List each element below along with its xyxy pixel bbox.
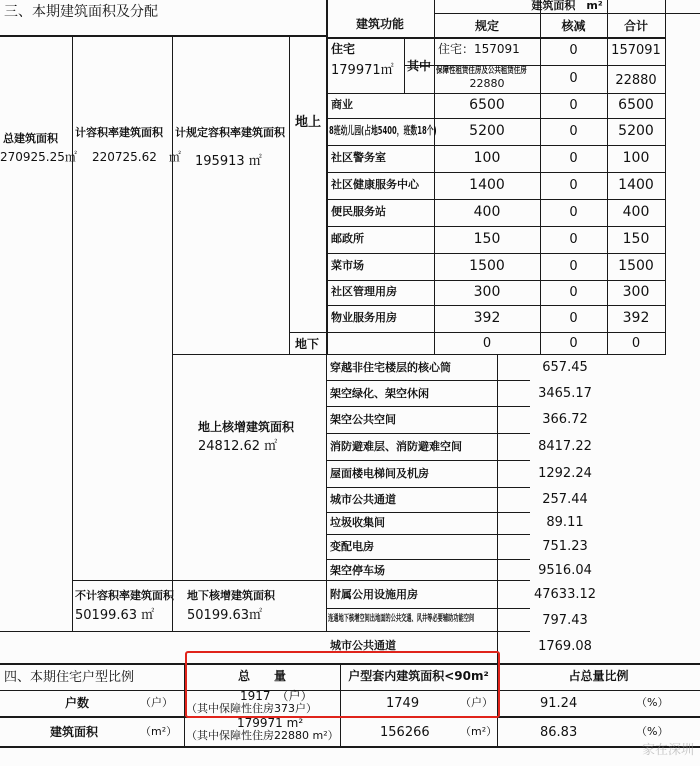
- function-row-planned: 400: [473, 204, 501, 220]
- residential-label: 住宅: [331, 42, 356, 56]
- function-row-total: 400: [622, 204, 650, 220]
- function-row-planned: 1500: [469, 258, 505, 274]
- increase-row-name: 消防避难层、消防避难空间: [330, 440, 462, 453]
- function-row-total: 1500: [618, 258, 654, 274]
- below-row-value: 797.43: [542, 613, 588, 628]
- below-row-value: 1769.08: [538, 639, 592, 654]
- function-row-reduction: 0: [569, 124, 578, 139]
- function-row-total: 6500: [618, 97, 654, 113]
- rule: [326, 93, 666, 94]
- increase-row-value: 9516.04: [538, 563, 592, 578]
- floor-area-total-sub: （其中保障性住房22880 m²）: [186, 729, 339, 742]
- section4-title: 四、本期住宅户型比例: [4, 670, 135, 685]
- function-row-name: 住宅：157091: [438, 42, 520, 56]
- rule: [326, 608, 530, 609]
- function-row-name: 邮政所: [331, 232, 364, 245]
- households-unit: （户）: [140, 696, 173, 709]
- below-row-name: 连通地下核增空间出地面的公共交通、风井等必要辅助功能空间: [328, 614, 475, 624]
- rule: [72, 580, 530, 581]
- function-row-name: 菜市场: [331, 259, 364, 272]
- households-total-sub: （其中保障性住房373户）: [186, 702, 317, 715]
- rule: [434, 0, 435, 354]
- header-planned: 规定: [474, 19, 499, 33]
- function-row-planned: 5200: [469, 123, 505, 139]
- rule: [72, 35, 73, 631]
- increase-row-value: 657.45: [542, 360, 588, 375]
- rule: [326, 534, 530, 535]
- residential-of-which: 其中: [407, 59, 432, 73]
- header-function: 建筑功能: [355, 17, 404, 31]
- highlight-box: [185, 651, 500, 718]
- increase-row-name: 变配电房: [330, 540, 374, 553]
- increase-row-name: 城市公共通道: [330, 493, 396, 506]
- rule: [326, 226, 666, 227]
- function-row-total: 1400: [618, 177, 654, 193]
- increase-row-value: 751.23: [542, 539, 588, 554]
- households-total: 1917 （户）: [240, 689, 313, 703]
- above-increase-value: 24812.62 ㎡: [198, 439, 278, 454]
- planned-far-value: 195913 ㎡: [195, 154, 262, 169]
- underground-total: 0: [631, 336, 641, 351]
- households-small-unit: （户）: [460, 696, 493, 709]
- function-row-name: 社区警务室: [331, 151, 386, 164]
- increase-row-name: 架空绿化、架空休闲: [330, 387, 429, 400]
- function-row-reduction: 0: [569, 71, 578, 86]
- function-row-name: 社区管理用房: [331, 285, 397, 298]
- function-row-planned: 100: [473, 150, 501, 166]
- function-row-reduction: 0: [569, 259, 578, 274]
- below-row-value: 47633.12: [533, 587, 597, 602]
- below-increase-value: 50199.63㎡: [187, 608, 263, 623]
- increase-row-name: 穿越非住宅楼层的核心筒: [330, 361, 451, 374]
- watermark: 家在深圳: [641, 743, 694, 758]
- far-area-label: 计容积率建筑面积: [75, 126, 163, 139]
- increase-row-name: 垃圾收集间: [330, 516, 385, 529]
- rule: [326, 199, 666, 200]
- floor-area-ratio: 86.83: [540, 725, 578, 740]
- rule: [0, 631, 530, 632]
- rule: [326, 433, 530, 434]
- rule: [326, 460, 530, 461]
- function-row-name: 便民服务站: [331, 205, 386, 218]
- planned-far-label: 计规定容积率建筑面积: [175, 126, 285, 139]
- far-area-value: 220725.62 ㎡: [92, 150, 181, 164]
- underground-reduction: 0: [569, 336, 578, 351]
- floor-area-total: 179971 m²: [237, 716, 304, 730]
- households-label: 户数: [65, 696, 90, 710]
- below-ground-label: 地下: [295, 337, 320, 351]
- rule: [326, 145, 666, 146]
- rule: [326, 512, 530, 513]
- floor-area-small: 156266: [380, 725, 430, 740]
- rule: [665, 0, 666, 354]
- increase-row-value: 257.44: [542, 492, 588, 507]
- non-far-label: 不计容积率建筑面积: [75, 589, 174, 602]
- header-reduction: 核减: [561, 19, 586, 33]
- below-row-name: 城市公共通道: [330, 639, 396, 652]
- function-row-total: 300: [622, 284, 650, 300]
- header-area: 建筑面积 m²: [531, 0, 603, 12]
- increase-row-value: 366.72: [542, 412, 588, 427]
- rule: [289, 35, 290, 355]
- increase-row-value: 1292.24: [538, 466, 592, 481]
- rule: [172, 354, 666, 355]
- rule: [326, 118, 666, 119]
- increase-row-value: 3465.17: [538, 386, 592, 401]
- total-area-value: 270925.25㎡: [0, 150, 77, 164]
- function-row-planned: 150: [473, 231, 501, 247]
- rule: [326, 0, 328, 354]
- increase-row-value: 8417.22: [538, 439, 592, 454]
- rule: [326, 172, 666, 173]
- function-row-reduction: 0: [569, 178, 578, 193]
- rule: [326, 406, 530, 407]
- rule: [434, 13, 700, 14]
- households-small: 1749: [386, 696, 420, 711]
- function-row-reduction: 0: [569, 205, 578, 220]
- function-row-total: 22880: [615, 73, 657, 88]
- floor-area-unit: （m²）: [140, 725, 178, 738]
- rule: [326, 354, 327, 631]
- function-row-reduction: 0: [569, 98, 578, 113]
- section4-header-total: 总 量: [237, 669, 286, 683]
- rule: [326, 380, 530, 381]
- section4-header-ratio: 占总量比例: [568, 669, 629, 683]
- function-row-total: 157091: [611, 43, 661, 58]
- floor-area-label: 建筑面积: [50, 725, 99, 739]
- function-row-name: 商业: [331, 98, 353, 111]
- function-row-name: 8班幼儿园(占地5400，班数18个): [329, 124, 437, 137]
- function-row-name: 物业服务用房: [331, 311, 397, 324]
- function-row-reduction: 0: [569, 311, 578, 326]
- function-row-total: 100: [622, 150, 650, 166]
- section4-header-small: 户型套内建筑面积<90m²: [348, 669, 489, 683]
- increase-row-name: 架空停车场: [330, 564, 385, 577]
- rule: [0, 746, 700, 748]
- rule: [326, 280, 666, 281]
- households-ratio: 91.24: [540, 696, 578, 711]
- increase-row-name: 架空公共空间: [330, 413, 396, 426]
- header-total: 合计: [623, 19, 648, 33]
- function-row-reduction: 0: [569, 151, 578, 166]
- below-row-name: 附属公用设施用房: [330, 588, 418, 601]
- floor-area-small-unit: （m²）: [460, 725, 498, 738]
- rule: [289, 332, 666, 333]
- function-row-reduction: 0: [569, 232, 578, 247]
- rule: [0, 35, 327, 37]
- rule: [326, 559, 530, 560]
- non-far-value: 50199.63 ㎡: [75, 608, 155, 623]
- function-row-name: 保障性租赁住房及公共租赁住房: [436, 66, 527, 76]
- function-row-total: 150: [622, 231, 650, 247]
- function-row-planned: 22880: [469, 77, 505, 90]
- rule: [326, 305, 666, 306]
- rule: [172, 35, 173, 631]
- function-row-planned: 1400: [469, 177, 505, 193]
- households-ratio-unit: （%）: [636, 696, 669, 709]
- function-row-planned: 392: [473, 310, 501, 326]
- increase-row-value: 89.11: [546, 515, 584, 530]
- residential-value: 179971㎡: [331, 63, 394, 78]
- above-increase-label: 地上核增建筑面积: [198, 420, 295, 434]
- rule: [326, 487, 530, 488]
- rule: [326, 37, 666, 39]
- function-row-reduction: 0: [569, 43, 578, 58]
- function-row-reduction: 0: [569, 285, 578, 300]
- function-row-total: 392: [622, 310, 650, 326]
- below-increase-label: 地下核增建筑面积: [187, 589, 275, 602]
- function-row-planned: 300: [473, 284, 501, 300]
- above-ground-label: 地上: [295, 115, 322, 130]
- total-area-label: 总建筑面积: [3, 132, 58, 145]
- function-row-planned: 6500: [469, 97, 505, 113]
- section3-title: 三、本期建筑面积及分配: [4, 4, 158, 20]
- rule: [326, 253, 666, 254]
- increase-row-name: 屋面楼电梯间及机房: [330, 467, 429, 480]
- function-row-total: 5200: [618, 123, 654, 139]
- floor-area-ratio-unit: （%）: [636, 725, 669, 738]
- function-row-name: 社区健康服务中心: [331, 178, 419, 191]
- underground-planned: 0: [482, 336, 492, 351]
